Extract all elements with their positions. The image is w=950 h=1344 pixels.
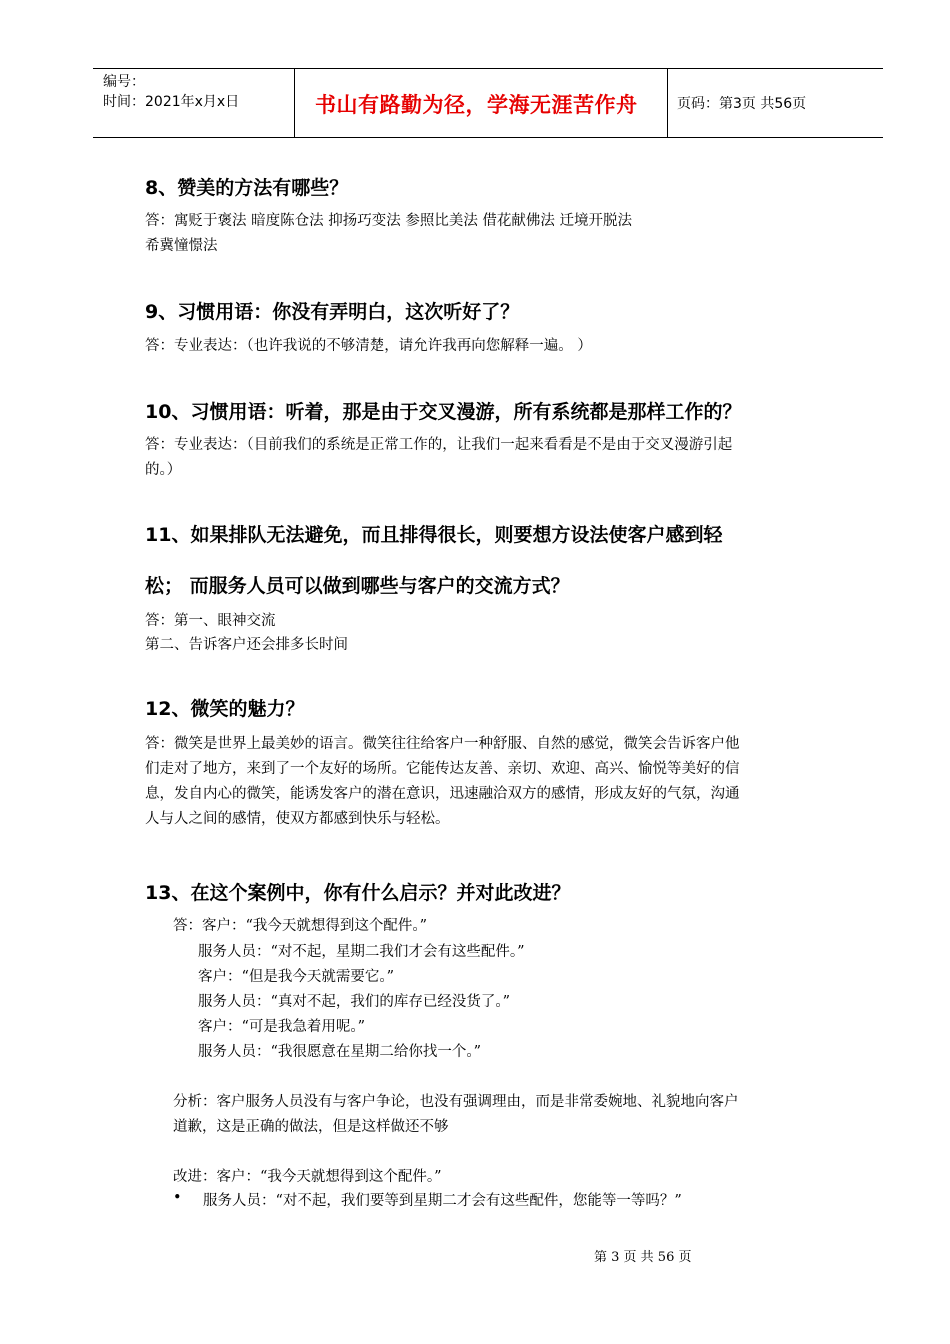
header-info-cell	[93, 69, 295, 137]
question-11-title-line-1: 11、如果排队无法避免，而且排得很长，则要想方设法使客户感到轻	[145, 524, 723, 546]
question-13-title: 13、在这个案例中，你有什么启示？并对此改进？	[145, 882, 571, 904]
dialog-line-6: 服务人员：“我很愿意在星期二给你找一个。”	[198, 1044, 482, 1060]
motto: 书山有路勤为径，学海无涯苦作舟	[315, 93, 638, 117]
answer-12-line-2: 们走对了地方，来到了一个友好的场所。它能传达友善、亲切、欢迎、高兴、愉悦等美好的信	[145, 761, 740, 777]
improvement-line-1: 改进：客户：“我今天就想得到这个配件。”	[173, 1169, 442, 1185]
analysis-line-1: 分析：客户服务人员没有与客户争论，也没有强调理由，而是非常委婉地、礼貌地向客户	[173, 1094, 739, 1110]
page-label: 页码：第3页 共56页	[677, 96, 807, 112]
page-footer: 第 3 页 共 56 页	[594, 1250, 692, 1265]
header-table	[93, 68, 883, 138]
header-motto-cell	[295, 69, 668, 137]
answer-11-line-1: 答：第一、眼神交流	[145, 613, 276, 629]
bullet-marker: •	[173, 1190, 182, 1206]
time-label: 时间：2021年x月x日	[103, 94, 240, 110]
answer-8-line-2: 希冀憧憬法	[145, 238, 218, 254]
answer-9-line-1: 答：专业表达：（也许我说的不够清楚，请允许我再向您解释一遍。 ）	[145, 338, 592, 354]
question-11-title-line-2: 松； 而服务人员可以做到哪些与客户的交流方式？	[145, 575, 570, 597]
answer-10-line-2: 的。）	[145, 462, 182, 478]
dialog-line-2: 服务人员：“对不起，星期二我们才会有这些配件。”	[198, 944, 525, 960]
analysis-line-2: 道歉，这是正确的做法，但是这样做还不够	[173, 1119, 449, 1135]
question-12-title: 12、微笑的魅力？	[145, 698, 305, 720]
question-8-title: 8、赞美的方法有哪些？	[145, 177, 349, 199]
answer-10-line-1: 答：专业表达：（目前我们的系统是正常工作的，让我们一起来看看是不是由于交叉漫游引起	[145, 437, 733, 453]
answer-8-line-1: 答：寓贬于褒法 暗度陈仓法 抑扬巧变法 参照比美法 借花献佛法 迁境开脱法	[145, 213, 633, 229]
code-label: 编号：	[103, 74, 145, 90]
answer-12-line-3: 息，发自内心的微笑，能诱发客户的潜在意识，迅速融洽双方的感情，形成友好的气氛，沟通	[145, 786, 740, 802]
improvement-line-2: 服务人员：“对不起，我们要等到星期二才会有这些配件，您能等一等吗？”	[203, 1193, 682, 1209]
dialog-line-3: 客户：“但是我今天就需要它。”	[198, 969, 395, 985]
dialog-line-1: 答：客户：“我今天就想得到这个配件。”	[173, 918, 428, 934]
question-9-title: 9、习惯用语：你没有弄明白，这次听好了？	[145, 301, 520, 323]
dialog-line-4: 服务人员：“真对不起，我们的库存已经没货了。”	[198, 994, 511, 1010]
question-10-title: 10、习惯用语：听着，那是由于交叉漫游，所有系统都是那样工作的？	[145, 401, 742, 423]
answer-12-line-4: 人与人之间的感情，使双方都感到快乐与轻松。	[145, 811, 450, 827]
dialog-line-5: 客户：“可是我急着用呢。”	[198, 1019, 366, 1035]
answer-12-line-1: 答：微笑是世界上最美妙的语言。微笑往往给客户一种舒服、自然的感觉，微笑会告诉客户他	[145, 736, 740, 752]
answer-11-line-2: 第二、告诉客户还会排多长时间	[145, 637, 348, 653]
